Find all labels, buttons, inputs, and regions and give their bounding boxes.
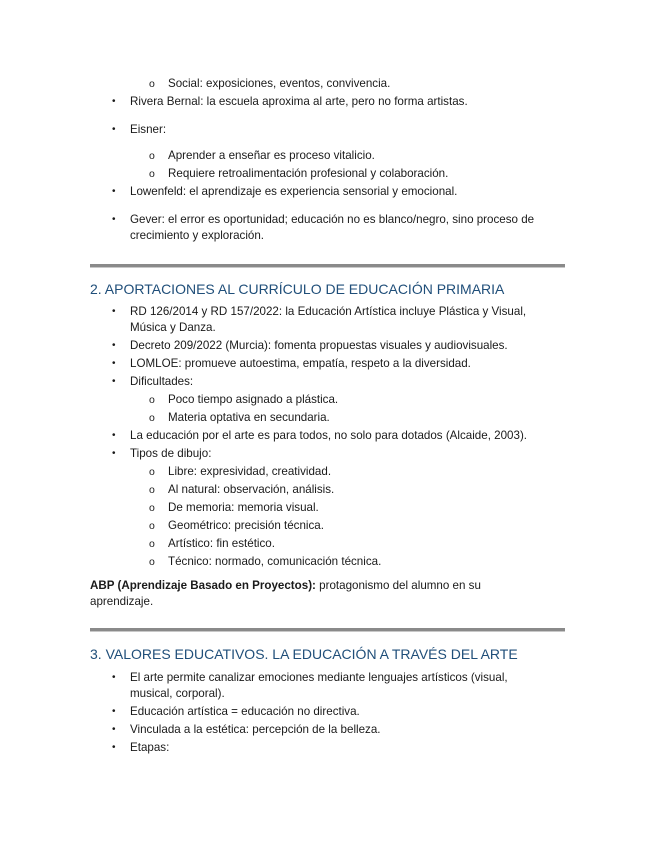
- bullet-marker: •: [112, 706, 116, 717]
- sub-bullet-marker: o: [149, 502, 155, 514]
- sub-bullet-marker: o: [149, 556, 155, 568]
- bullet-marker: •: [112, 672, 116, 683]
- bullet-marker: •: [112, 96, 116, 107]
- abp-paragraph-cont: aprendizaje.: [90, 595, 154, 608]
- section-heading-valores: 3. VALORES EDUCATIVOS. LA EDUCACIÓN A TRAVÉS DEL ARTE: [90, 646, 518, 662]
- section-divider: [90, 628, 565, 632]
- list-item-tipo-memoria: De memoria: memoria visual.: [168, 501, 319, 514]
- bullet-marker: •: [112, 306, 116, 317]
- list-item-dif-2: Materia optativa en secundaria.: [168, 411, 330, 424]
- list-item-lowenfeld: Lowenfeld: el aprendizaje es experiencia sensorial y emocional.: [130, 185, 458, 198]
- list-item-tipo-geometrico: Geométrico: precisión técnica.: [168, 519, 324, 532]
- bullet-marker: •: [112, 214, 116, 225]
- list-item-social: Social: exposiciones, eventos, convivencia.: [168, 77, 391, 90]
- sub-bullet-marker: o: [149, 78, 155, 90]
- bullet-marker: •: [112, 724, 116, 735]
- list-item-dificultades: Dificultades:: [130, 375, 194, 388]
- section-divider: [90, 264, 565, 268]
- bullet-marker: •: [112, 430, 116, 441]
- list-item-estetica: Vinculada a la estética: percepción de la belleza.: [130, 723, 381, 736]
- list-item-gever: Gever: el error es oportunidad; educación no es blanco/negro, sino proceso de: [130, 213, 535, 226]
- bullet-marker: •: [112, 124, 116, 135]
- sub-bullet-marker: o: [149, 150, 155, 162]
- abp-term: ABP (Aprendizaje Basado en Proyectos):: [90, 579, 316, 592]
- sub-bullet-marker: o: [149, 466, 155, 478]
- sub-bullet-marker: o: [149, 412, 155, 424]
- list-item-rd: RD 126/2014 y RD 157/2022: la Educación Artística incluye Plástica y Visual,: [130, 305, 527, 318]
- list-item-tipo-tecnico: Técnico: normado, comunicación técnica.: [168, 555, 382, 568]
- section-heading-curriculo: 2. APORTACIONES AL CURRÍCULO DE EDUCACIÓN PRIMARIA: [90, 281, 505, 297]
- sub-bullet-marker: o: [149, 520, 155, 532]
- bullet-marker: •: [112, 186, 116, 197]
- list-item-rd-cont: Música y Danza.: [130, 321, 216, 334]
- bullet-marker: •: [112, 340, 116, 351]
- list-item-dif-1: Poco tiempo asignado a plástica.: [168, 393, 339, 406]
- bullet-marker: •: [112, 376, 116, 387]
- list-item-rivera: Rivera Bernal: la escuela aproxima al arte, pero no forma artistas.: [130, 95, 468, 108]
- list-item-arte-cont: musical, corporal).: [130, 687, 225, 700]
- list-item-eisner-1: Aprender a enseñar es proceso vitalicio.: [168, 149, 375, 162]
- sub-bullet-marker: o: [149, 394, 155, 406]
- list-item-tipos: Tipos de dibujo:: [130, 447, 212, 460]
- list-item-artistica: Educación artística = educación no directiva.: [130, 705, 360, 718]
- list-item-tipo-libre: Libre: expresividad, creatividad.: [168, 465, 332, 478]
- list-item-arte: El arte permite canalizar emociones mediante lenguajes artísticos (visual,: [130, 671, 508, 684]
- list-item-eisner: Eisner:: [130, 123, 167, 136]
- list-item-decreto: Decreto 209/2022 (Murcia): fomenta propuestas visuales y audiovisuales.: [130, 339, 508, 352]
- list-item-eisner-2: Requiere retroalimentación profesional y colaboración.: [168, 167, 449, 180]
- list-item-etapas: Etapas:: [130, 741, 170, 754]
- list-item-educacion: La educación por el arte es para todos, no solo para dotados (Alcaide, 2003).: [130, 429, 528, 442]
- sub-bullet-marker: o: [149, 484, 155, 496]
- list-item-lomloe: LOMLOE: promueve autoestima, empatía, respeto a la diversidad.: [130, 357, 471, 370]
- abp-definition: protagonismo del alumno en su: [315, 579, 481, 592]
- bullet-marker: •: [112, 742, 116, 753]
- sub-bullet-marker: o: [149, 538, 155, 550]
- sub-bullet-marker: o: [149, 168, 155, 180]
- list-item-gever-cont: crecimiento y exploración.: [130, 229, 265, 242]
- list-item-tipo-artistico: Artístico: fin estético.: [168, 537, 275, 550]
- bullet-marker: •: [112, 448, 116, 459]
- bullet-marker: •: [112, 358, 116, 369]
- abp-paragraph: [90, 578, 481, 594]
- list-item-tipo-natural: Al natural: observación, análisis.: [168, 483, 335, 496]
